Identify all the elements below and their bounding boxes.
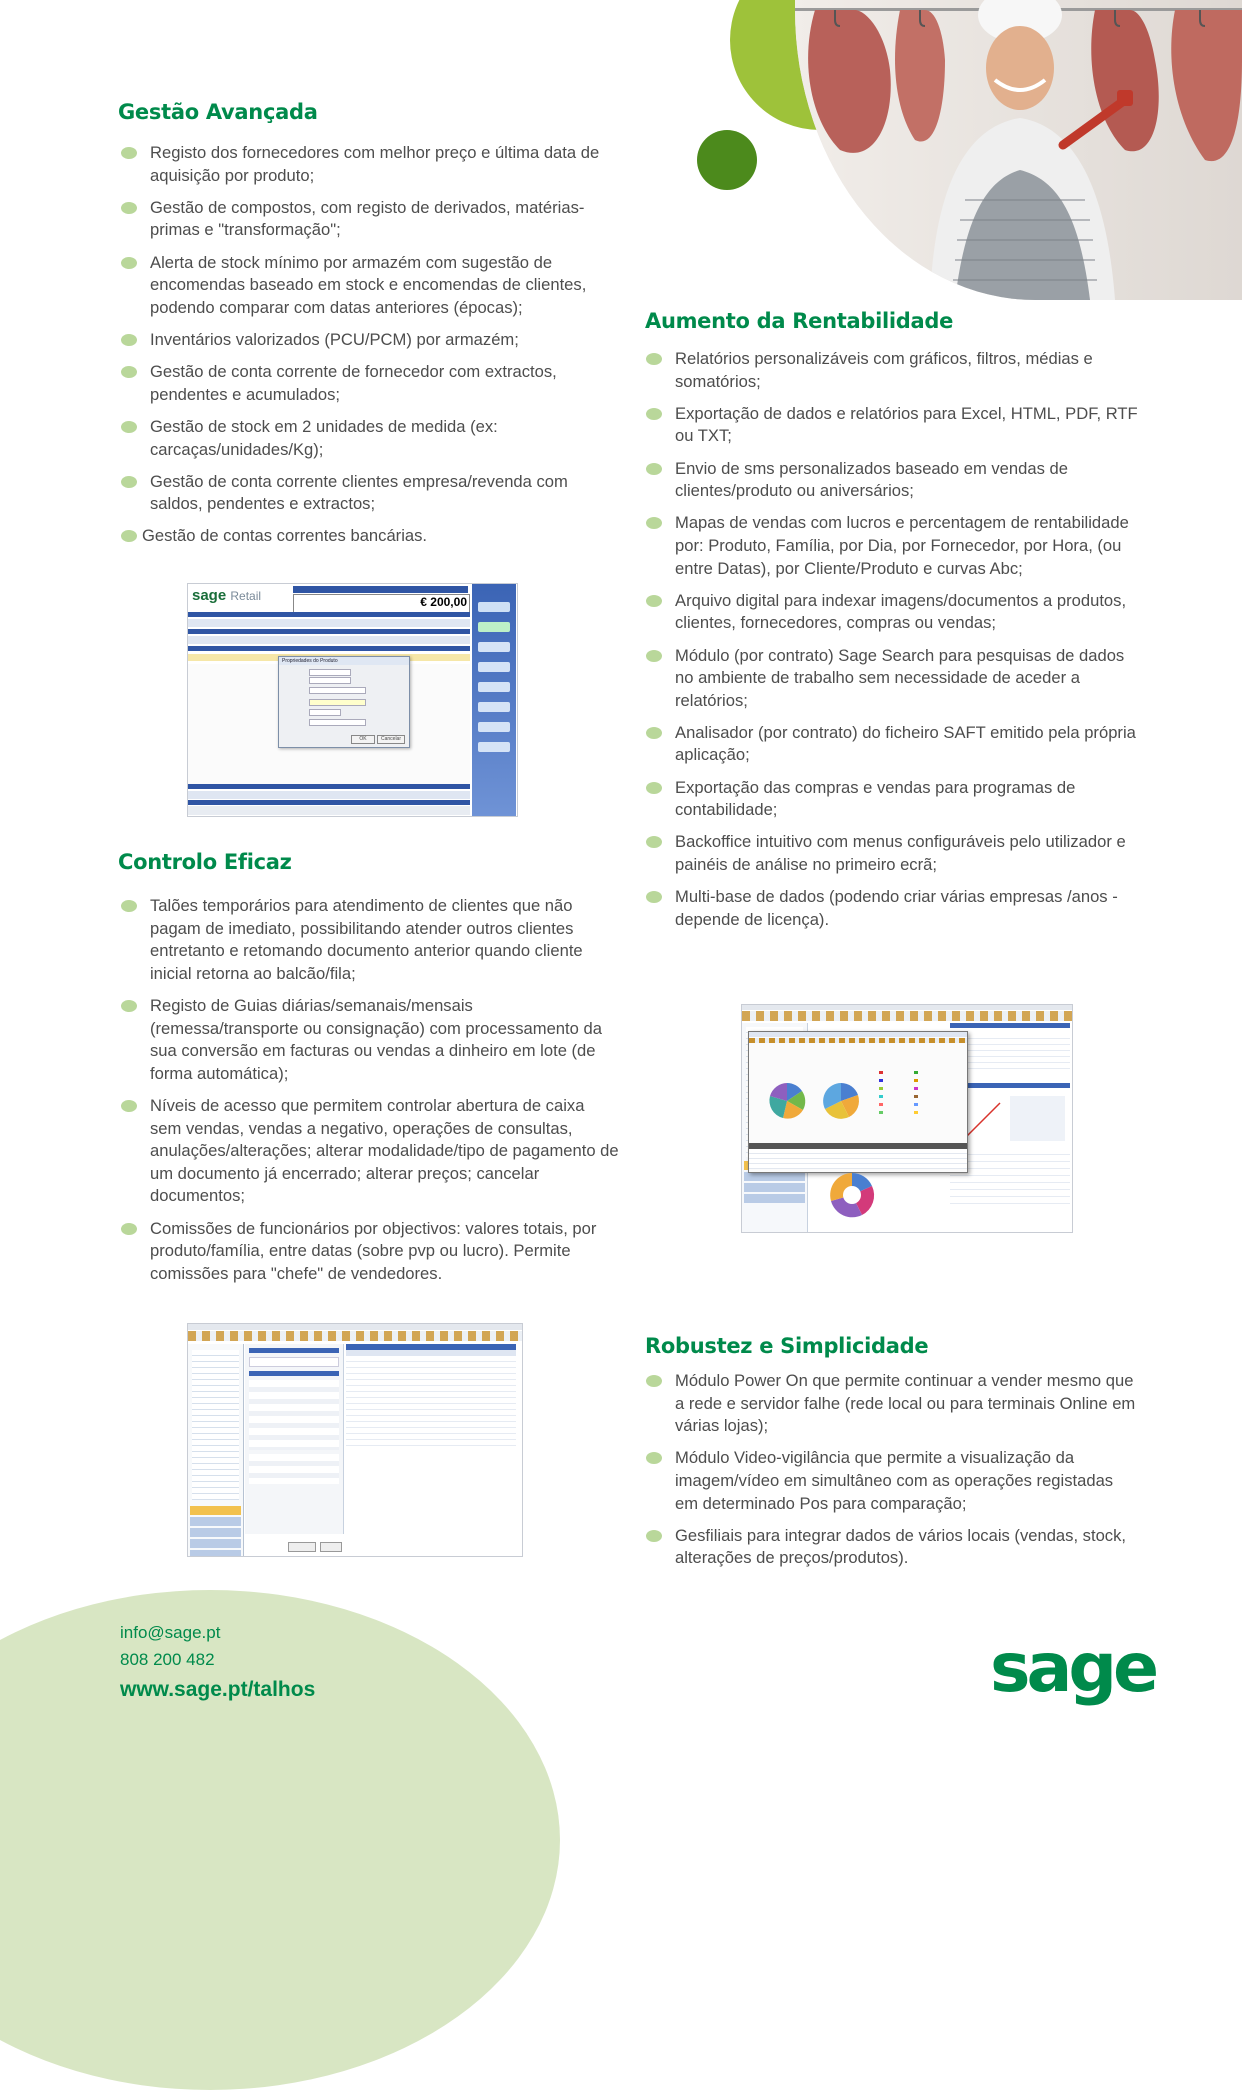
list-item: Analisador (por contrato) do ficheiro SAFT emitido pela própria aplicação; (645, 722, 1140, 767)
bullet-icon (646, 1530, 662, 1542)
section-title-aumento: Aumento da Rentabilidade (645, 309, 954, 333)
list-item: Gesfiliais para integrar dados de vários locais (vendas, stock, alterações de preços/produtos). (645, 1525, 1140, 1570)
bullet-icon (646, 517, 662, 529)
list-item: Módulo (por contrato) Sage Search para pesquisas de dados no ambiente de trabalho sem necessidade de aceder a relatórios; (645, 645, 1140, 713)
bullet-icon (646, 353, 662, 365)
bullet-icon (121, 334, 137, 346)
bullet-icon (121, 1100, 137, 1112)
report-window (748, 1031, 968, 1173)
list-item: Arquivo digital para indexar imagens/documentos a produtos, clientes, fornecedores, compras ou vendas; (645, 590, 1140, 635)
bullet-icon (646, 1375, 662, 1387)
list-item: Gestão de stock em 2 unidades de medida (ex: carcaças/unidades/Kg); (120, 416, 620, 461)
list-item: Mapas de vendas com lucros e percentagem de rentabilidade por: Produto, Família, por Dia, por Fornecedor, por Hora, (ou entre Datas), por Cliente/Produto e curvas Abc; (645, 512, 1140, 580)
dialog-ok-button[interactable]: OK (351, 735, 375, 744)
list-item: Exportação de dados e relatórios para Excel, HTML, PDF, RTF ou TXT; (645, 403, 1140, 448)
bullet-icon (121, 476, 137, 488)
screenshot-backoffice (187, 1323, 523, 1557)
screenshot-sage-retail (187, 583, 518, 817)
product-properties-dialog: Propriedades do Produto OK Cancelar (278, 656, 410, 748)
gestao-list (120, 142, 620, 558)
list-item: Gestão de conta corrente de fornecedor com extractos, pendentes e acumulados; (120, 361, 620, 406)
aumento-list (645, 348, 1140, 941)
bullet-icon (121, 900, 137, 912)
list-item: Níveis de acesso que permitem controlar abertura de caixa sem vendas, vendas a negativo, operações de consultas, anulações/alterações; alterar modalidade/tipo de pagamento de um documento já encerrado; alterar preços; cancelar documentos; (120, 1095, 620, 1208)
bullet-icon (646, 595, 662, 607)
list-item: Módulo Power On que permite continuar a vender mesmo que a rede e servidor falhe (rede local ou para terminais Online em várias lojas); (645, 1370, 1140, 1438)
bullet-icon (121, 202, 137, 214)
bullet-icon (646, 891, 662, 903)
footer-email-link[interactable]: info@sage.pt (120, 1623, 221, 1642)
bullet-icon (121, 421, 137, 433)
section-title-robustez: Robustez e Simplicidade (645, 1334, 929, 1358)
retail-logo: sage Retail (192, 587, 262, 604)
list-item: Alerta de stock mínimo por armazém com sugestão de encomendas baseado em stock e encomendas de clientes, podendo comparar com datas anteriores (épocas); (120, 252, 620, 320)
retail-side-panel (472, 584, 516, 816)
list-item: Gestão de conta corrente clientes empresa/revenda com saldos, pendentes e extractos; (120, 471, 620, 516)
list-item: Exportação das compras e vendas para programas de contabilidade; (645, 777, 1140, 822)
bullet-icon (646, 1452, 662, 1464)
list-item: Registo de Guias diárias/semanais/mensais (remessa/transporte ou consignação) com processamento da sua conversão em facturas ou vendas a dinheiro em lote (de forma automática); (120, 995, 620, 1085)
footer-website-link[interactable]: www.sage.pt/talhos (120, 1678, 316, 1701)
sage-logo: sage (990, 1629, 1156, 1708)
footer-circle (0, 1590, 560, 2090)
bullet-icon (646, 782, 662, 794)
section-title-controlo: Controlo Eficaz (118, 850, 292, 874)
bullet-icon (121, 1223, 137, 1235)
list-item: Inventários valorizados (PCU/PCM) por armazém; (120, 329, 620, 352)
list-item: Envio de sms personalizados baseado em vendas de clientes/produto ou aniversários; (645, 458, 1140, 503)
list-item: Talões temporários para atendimento de clientes que não pagam de imediato, possibilitando atender outros clientes entretanto e retomando documento anterior quando cliente inicial retorna ao balcão/fila; (120, 895, 620, 985)
total-display: € 200,00 (293, 594, 470, 613)
screenshot-dashboard (741, 1004, 1073, 1233)
robustez-list (645, 1370, 1140, 1580)
bullet-icon (121, 1000, 137, 1012)
list-item: Backoffice intuitivo com menus configuráveis pelo utilizador e painéis de análise no primeiro ecrã; (645, 831, 1140, 876)
list-item: Comissões de funcionários por objectivos: valores totais, por produto/família, entre datas (sobre pvp ou lucro). Permite comissões para "chefe" de vendedores. (120, 1218, 620, 1286)
list-item: Relatórios personalizáveis com gráficos, filtros, médias e somatórios; (645, 348, 1140, 393)
list-item: Gestão de compostos, com registo de derivados, matérias-primas e "transformação"; (120, 197, 620, 242)
section-title-gestao: Gestão Avançada (118, 100, 318, 124)
bullet-icon (121, 147, 137, 159)
list-item: Registo dos fornecedores com melhor preço e última data de aquisição por produto; (120, 142, 620, 187)
bullet-icon (646, 836, 662, 848)
list-item: Multi-base de dados (podendo criar várias empresas /anos - depende de licença). (645, 886, 1140, 931)
bullet-icon (121, 257, 137, 269)
controlo-list (120, 895, 620, 1295)
bullet-icon (646, 408, 662, 420)
bullet-icon (121, 530, 137, 542)
bullet-icon (646, 727, 662, 739)
list-item: Módulo Video-vigilância que permite a visualização da imagem/vídeo em simultâneo com as operações registadas em determinado Pos para comparação; (645, 1447, 1140, 1515)
bullet-icon (646, 650, 662, 662)
bullet-icon (121, 366, 137, 378)
list-item: Gestão de contas correntes bancárias. (120, 525, 620, 548)
footer-phone: 808 200 482 (120, 1650, 215, 1669)
dialog-cancel-button[interactable]: Cancelar (377, 735, 405, 744)
bullet-icon (646, 463, 662, 475)
